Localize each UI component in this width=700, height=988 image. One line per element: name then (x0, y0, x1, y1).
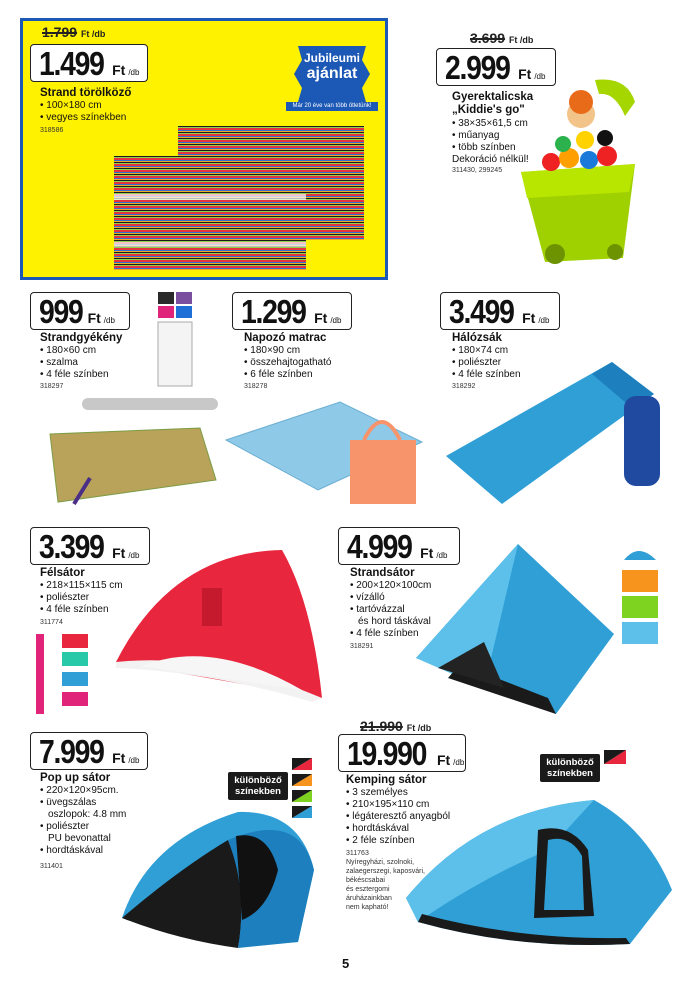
mat-features (40, 345, 109, 381)
towel-code: 318586 (40, 127, 64, 134)
feature-item: • poliészter (452, 357, 521, 369)
halftent-code: 311774 (40, 619, 63, 626)
feature-item: • 4 féle színben (350, 628, 431, 640)
feature-item: • 4 féle színben (40, 369, 109, 381)
popup-features (40, 785, 126, 857)
feature-item: • 4 féle színben (40, 604, 123, 616)
feature-item: • vízálló (350, 592, 431, 604)
feature-item: • 218×115×115 cm (40, 580, 123, 592)
feature-item: és hord táskával (358, 616, 431, 627)
sunbed-name: Napozó matrac (244, 332, 327, 344)
badge-subtitle: Már 20 éve van több ötletünk! (286, 102, 378, 111)
feature-item: • 180×60 cm (40, 345, 109, 357)
camping-colors-badge: különböző színekben (540, 754, 600, 782)
camping-image (398, 790, 682, 950)
trolley-image (515, 72, 647, 268)
halftent-features (40, 580, 123, 616)
mat-color-swatches (154, 290, 198, 388)
sleepingbag-code: 318292 (452, 383, 476, 390)
sunbed-features (244, 345, 331, 381)
beachtent-name: Strandsátor (350, 567, 415, 579)
feature-item: • üvegszálas (40, 797, 126, 809)
halftent-price: 3.399 Ft /db (30, 527, 150, 565)
feature-item: • tartóvázzal (350, 604, 431, 616)
trolley-name: Gyerektalicska „Kiddie's go" (452, 91, 534, 116)
sleepingbag-price: 3.499 Ft /db (440, 292, 560, 330)
camping-old-price: 21.990 Ft /db (360, 718, 432, 734)
feature-item: • 2 féle színben (346, 835, 450, 847)
feature-item: • 38×35×61,5 cm (452, 118, 529, 130)
feature-item: • 210×195×110 cm (346, 799, 450, 811)
halftent-color-swatches (30, 630, 94, 718)
popup-code: 311401 (40, 863, 63, 870)
feature-item: • 4 féle színben (452, 369, 521, 381)
feature-item: • poliészter (40, 592, 123, 604)
mat-code: 318297 (40, 383, 64, 390)
beachtent-color-swatches (620, 542, 660, 646)
camping-name: Kemping sátor (346, 774, 427, 786)
feature-item: • 6 féle színben (244, 369, 331, 381)
feature-item: • poliészter (40, 821, 126, 833)
popup-image (118, 800, 318, 950)
mat-image (30, 394, 220, 512)
feature-item: • 220×120×95cm. (40, 785, 126, 797)
camping-code: 311763 (346, 850, 369, 857)
halftent-name: Félsátor (40, 567, 85, 579)
badge-title-1: Jubileumi (303, 51, 360, 65)
feature-item: • vegyes színekben (40, 112, 126, 124)
trolley-price: 2.999 Ft /db (436, 48, 556, 86)
feature-item: • több színben (452, 142, 529, 154)
feature-item: PU bevonattal (48, 833, 111, 844)
trolley-code: 311430, 299245 (452, 167, 503, 174)
towel-image (110, 122, 370, 274)
jubilee-badge (286, 40, 378, 116)
page-number: 5 (342, 956, 350, 971)
mat-price: 999 Ft /db (30, 292, 130, 330)
feature-item: • 200×120×100cm (350, 580, 431, 592)
camping-color-swatch (602, 748, 628, 766)
popup-price: 7.999 Ft /db (30, 732, 148, 770)
feature-item: • szalma (40, 357, 109, 369)
towel-features (40, 100, 126, 124)
halftent-image (112, 542, 328, 702)
feature-item: • 180×74 cm (452, 345, 521, 357)
feature-item: • 180×90 cm (244, 345, 331, 357)
camping-availability: Nyíregyházi, szolnoki, zalaegerszegi, kaposvári, békéscsabai és esztergomi áruházainkban nem kapható! (346, 859, 425, 911)
feature-item: • hordtáskával (346, 823, 450, 835)
sunbed-image (222, 394, 440, 512)
badge-title-2: ajánlat (306, 65, 358, 82)
mat-name: Strandgyékény (40, 332, 123, 344)
towel-name: Strand törölköző (40, 87, 132, 99)
towel-price: 1.499 Ft /db (30, 44, 148, 82)
camping-price: 19.990 Ft /db (338, 734, 466, 772)
sleepingbag-image (442, 356, 672, 508)
feature-item: • légáteresztő anyagból (346, 811, 450, 823)
beachtent-price: 4.999 Ft /db (338, 527, 460, 565)
beachtent-image (408, 538, 622, 718)
feature-item: • összehajtogatható (244, 357, 331, 369)
towel-old-price: 1.799 Ft /db (42, 24, 106, 40)
popup-name: Pop up sátor (40, 772, 111, 784)
sunbed-price: 1.299 Ft /db (232, 292, 352, 330)
feature-item: • 3 személyes (346, 787, 450, 799)
feature-item: • hordtáskával (40, 845, 126, 857)
sleepingbag-name: Hálózsák (452, 332, 502, 344)
sunbed-code: 318278 (244, 383, 268, 390)
feature-item: • műanyag (452, 130, 529, 142)
feature-item: oszlopok: 4.8 mm (48, 809, 127, 820)
trolley-old-price: 3.699 Ft /db (470, 30, 534, 46)
feature-item: • 100×180 cm (40, 100, 126, 112)
beachtent-code: 318291 (350, 643, 374, 650)
trolley-note: Dekoráció nélkül! (452, 154, 529, 165)
popup-colors-badge: különböző színekben (228, 772, 288, 800)
